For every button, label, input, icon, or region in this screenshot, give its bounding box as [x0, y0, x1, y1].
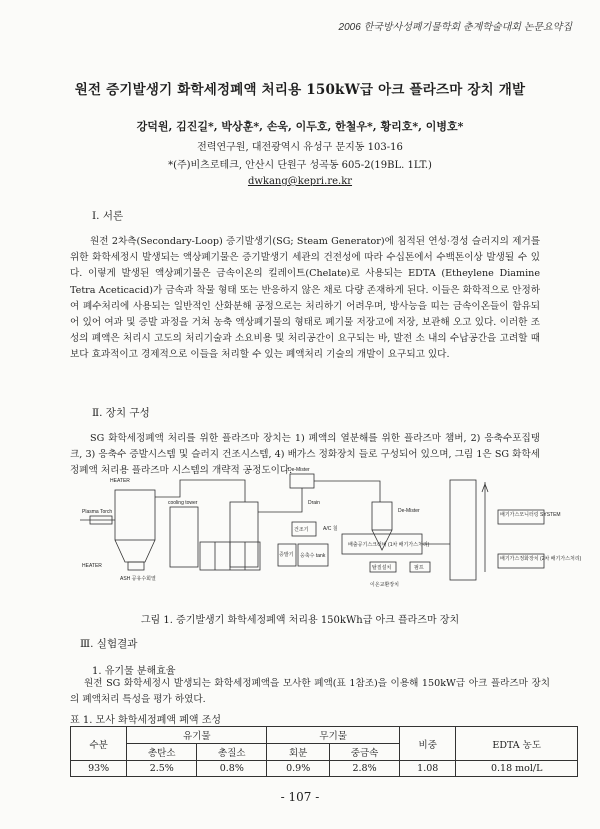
cell-edta: 0.18 mol/L [456, 761, 578, 777]
label-scrubber: 배출공기스크러버 (1차 배기가스처리) [348, 542, 430, 548]
demister-2-body [372, 502, 392, 530]
label-dust: 탈질설치 [372, 565, 392, 571]
th-inorganic: 무기물 [267, 727, 400, 744]
label-ash: ASH 공유수회열 [120, 576, 156, 582]
label-system: 배기가스모니터링 SYSTEM [500, 512, 561, 518]
cell-total-nitrogen: 0.8% [197, 761, 267, 777]
label-pump: 펌프 [414, 565, 424, 571]
label-ac: A/C 칠 [323, 526, 338, 532]
cell-total-carbon: 2.5% [127, 761, 197, 777]
label-fan: 이온교환장치 [370, 582, 399, 588]
label-system2: 배기가스정화장치 (2차 배기가스처리) [500, 556, 582, 562]
cell-water: 93% [71, 761, 127, 777]
label-heater-bottom: HEATER [82, 563, 102, 569]
section-heading-intro: Ⅰ. 서론 [92, 210, 124, 222]
label-demister-1: De-Mister [288, 467, 310, 473]
quench-column [230, 502, 258, 567]
page-number: - 107 - [280, 790, 320, 804]
pipe-chamber-tower [155, 480, 245, 502]
th-heavy-metal: 중금속 [330, 744, 400, 761]
section-heading-results: Ⅲ. 실험결과 [80, 638, 138, 650]
device-paragraph: SG 화학세정폐액 처리를 위한 플라즈마 장치는 1) 폐액의 열분해를 위한 플라즈마 챔버, 2) 응축수포집탱크, 3) 응축수 증발시스템 및 슬러지 건조시스템, 4) 배가스 정화장치 들로 구성되어 있으며, 그림 1은 SG 화학세정폐액 처리용 플라즈마 시스템의 개략적 공정도이다. [70, 433, 540, 477]
cell-ash: 0.9% [267, 761, 330, 777]
cooling-tower [170, 507, 198, 567]
label-dryer: 건조기 [294, 527, 309, 533]
table-caption: 표 1. 모사 화학세정폐액 폐액 조성 [70, 715, 222, 726]
cell-specific-gravity: 1.08 [400, 761, 456, 777]
plasma-chamber [115, 490, 155, 540]
cell-heavy-metal: 2.8% [330, 761, 400, 777]
process-diagram [80, 462, 582, 602]
author-list: 강덕원, 김진길*, 박상훈*, 손욱, 이두호, 한철우*, 황리호*, 이병호* [136, 120, 464, 133]
label-cooling-tower: cooling tower [168, 500, 198, 506]
exhaust-stack [450, 480, 476, 580]
ash-outlet [128, 562, 144, 570]
th-total-nitrogen: 총질소 [197, 744, 267, 761]
intro-paragraph: 원전 2차측(Secondary-Loop) 증기발생기(SG; Steam Generator)에 침적된 연성·경성 슬러지의 제거를 위한 화학세정시 발생되는 액상폐기물은 증기발생기 세관의 건전성에 따라 수십톤에서 수백톤이상 발생될 수 있다. 이렇게 발생된 액상폐기물은 금속이온의 킬레이트(Chelate)로 사용되는 EDTA (Etheylene Diamine Tetra Aceticacid)가 금속과 착물 형태 또는 반응하지 않은 채로 다량 존재하게 된다. 이들은 화학적으로 안정하여 폐수처리에 사용되는 일반적인 산화분해 공정으로는 처리하기 어려우며, 방사능을 띠는 금속이온들이 함유되어 있어 여과 및 증발 과정을 거쳐 농축 액상폐기물의 형태로 폐기물 저장고에 저장, 보관해 오고 있다. 이러한 조성의 폐액은 처리시 고도의 처리기술과 소요비용 및 처리공간이 요구되는 바, 발전 소 내의 수납공간을 고려할 때 보다 효과적이고 경제적으로 이들을 처리할 수 있는 폐액처리 기술의 개발이 요구되고 있다. [70, 236, 540, 361]
affiliation-2: *(주)비츠로테크, 안산시 단원구 성곡동 605-2(19BL. 1LT.) [168, 160, 432, 171]
th-total-carbon: 총탄소 [127, 744, 197, 761]
label-drain: Drain [308, 500, 320, 506]
th-water: 수분 [71, 727, 127, 761]
label-demister-2: De-Mister [398, 508, 420, 514]
author-email[interactable]: dwkang@kepri.re.kr [247, 176, 353, 187]
figure-caption: 그림 1. 증기발생기 화학세정폐액 처리용 150kWh급 아크 플라즈마 장치 [140, 615, 460, 626]
affiliation-1: 전력연구원, 대전광역시 유성구 문지동 103-16 [197, 142, 403, 153]
section-heading-device: Ⅱ. 장치 구성 [92, 407, 150, 419]
demister-1 [290, 474, 314, 488]
label-plasma-torch: Plasma Torch [82, 509, 113, 515]
composition-table [70, 726, 578, 777]
th-organic: 유기물 [127, 727, 267, 744]
th-ash: 회분 [267, 744, 330, 761]
label-evap: 증발기 [279, 552, 294, 558]
th-specific-gravity: 비중 [400, 727, 456, 761]
journal-header: 2006 한국방사성폐기물학회 춘계학술대회 논문요약집 [338, 22, 572, 33]
chamber-hopper [115, 540, 155, 562]
result-paragraph: 원전 SG 화학세정시 발생되는 화학세정폐액을 모사한 폐액(표 1참조)을 이용해 150kW급 아크 플라즈마 장치의 폐액처리 특성을 평가 하였다. [70, 678, 550, 706]
paper-title: 원전 증기발생기 화학세정폐액 처리용 150kW급 아크 플라즈마 장치 개발 [74, 82, 526, 98]
label-tank: 응축수 tank [300, 553, 326, 559]
subsection-organic: 1. 유기물 분해효율 [92, 666, 176, 677]
label-heater-top: HEATER [110, 478, 130, 484]
th-edta: EDTA 농도 [456, 727, 578, 761]
